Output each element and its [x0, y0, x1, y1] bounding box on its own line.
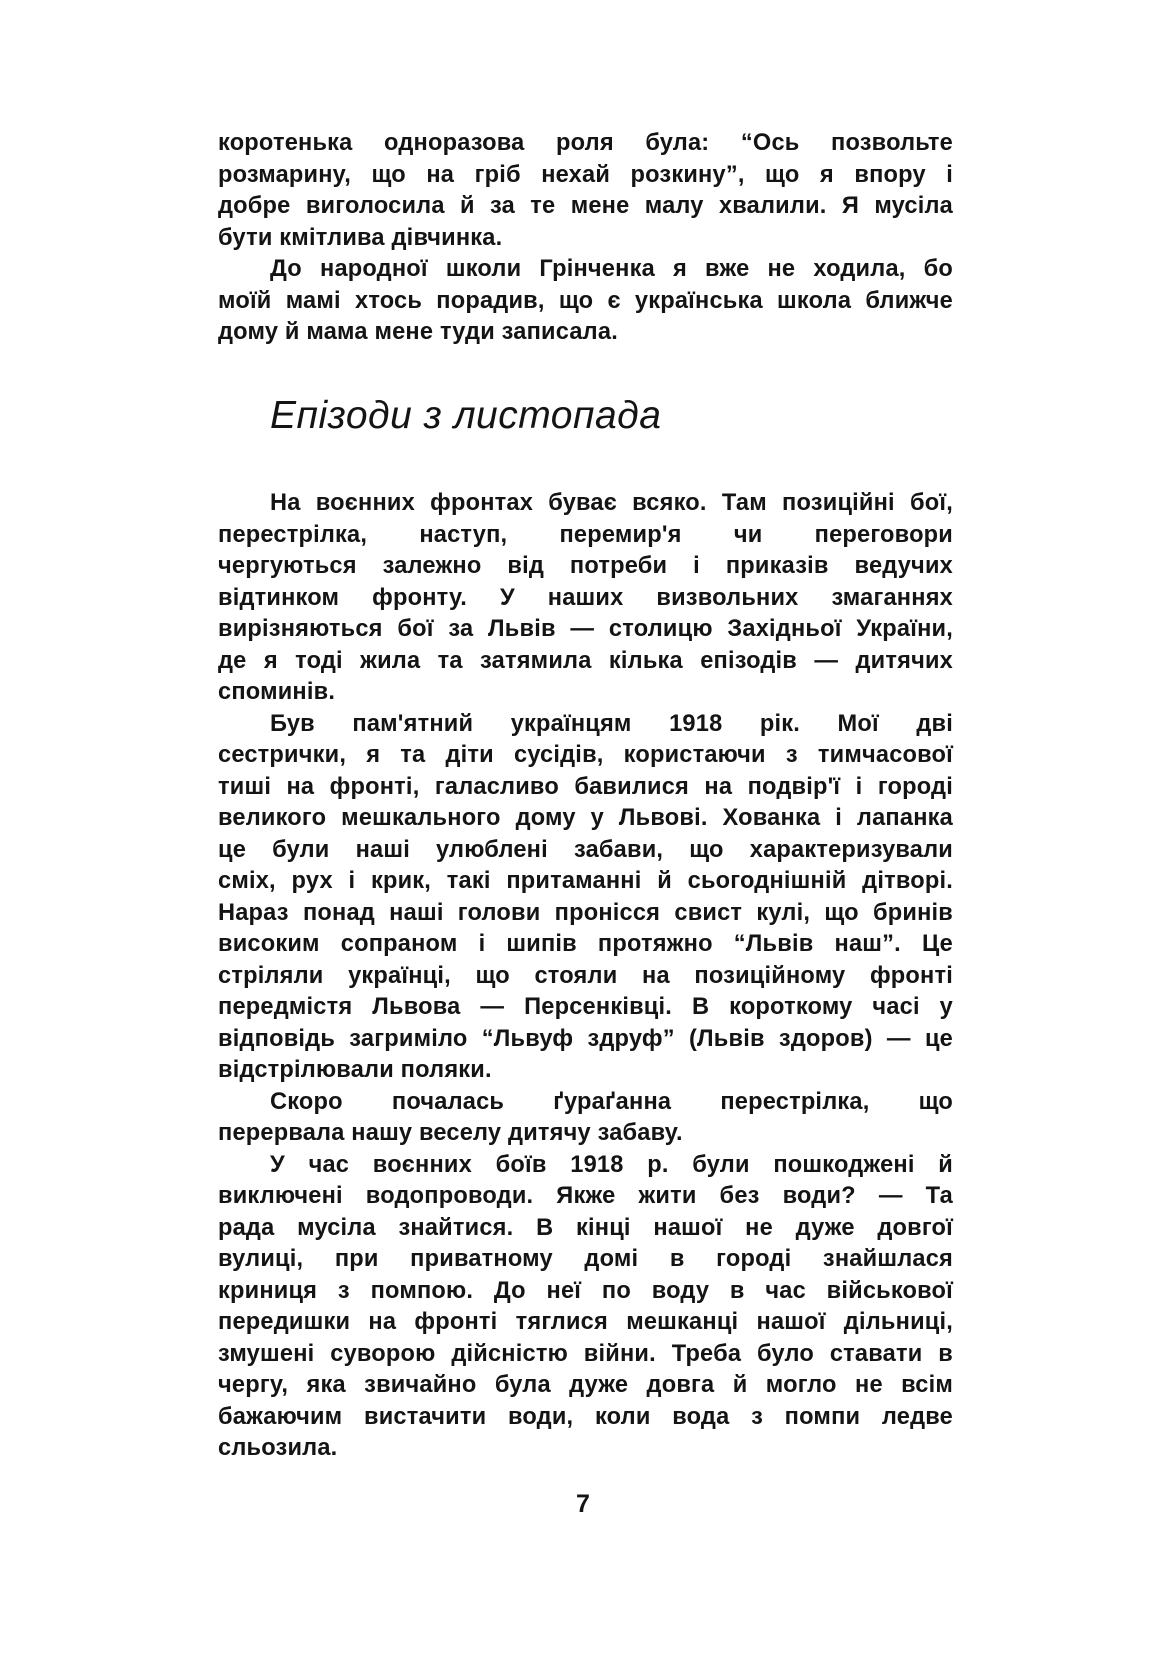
- text-line: відстрілювали поляки.: [218, 1057, 492, 1083]
- text-line: відтинком фронту. У наших визвольних змаганнях: [218, 584, 953, 611]
- text-line: великого мешкального дому у Львові. Хованка і лапанка: [218, 805, 953, 831]
- text-line: передишки на фронті тяглися мешканці нашої дільниці,: [218, 1309, 953, 1335]
- text-line: вирізняються бої за Львів — столицю Західньої України,: [218, 616, 953, 642]
- text-line: бути кмітлива дівчинка.: [218, 224, 503, 251]
- text-line: моїй мамі хтось порадив, що є українська школа ближче: [218, 287, 953, 314]
- text-line: криниця з помпою. До неї по воду в час військової: [218, 1277, 953, 1304]
- text-line: перервала нашу веселу дитячу забаву.: [218, 1120, 683, 1146]
- text-line: дому й мама мене туди записала.: [218, 319, 618, 345]
- main-text-block: [218, 488, 953, 1465]
- paragraph: [218, 1087, 953, 1150]
- text-line: високим сопраном і шипів протяжно “Львів наш”. Це: [218, 931, 953, 957]
- text-line: чергуються залежно від потреби і приказів ведучих: [218, 553, 953, 579]
- text-line: вулиці, при приватному домі в городі знайшлася: [218, 1246, 953, 1272]
- text-line: стріляли українці, що стояли на позиційному фронті: [218, 962, 953, 989]
- section-heading: Епізоди з листопада: [270, 394, 662, 437]
- text-line: До народної школи Грінченка я вже не ходила, бо: [270, 256, 953, 282]
- text-line: сміх, рух і крик, такі притаманні й сьогоднішній дітворі.: [218, 868, 953, 894]
- paragraph: [218, 128, 953, 254]
- text-line: розмарину, що на гріб нехай розкину”, що я впору і: [218, 161, 953, 188]
- text-line: У час воєнних боїв 1918 р. були пошкоджені й: [270, 1151, 953, 1178]
- text-line: сестрички, я та діти сусідів, користаючи з тимчасової: [218, 742, 953, 768]
- text-line: чергу, яка звичайно була дуже довга й могло не всім: [218, 1372, 953, 1398]
- text-line: виключені водопроводи. Якже жити без води? — Та: [218, 1183, 953, 1209]
- text-line: передмістя Львова — Персенківці. В короткому часі у: [218, 994, 953, 1020]
- text-line: змушені суворою дійсністю війни. Треба було ставати в: [218, 1340, 953, 1367]
- top-text-block: [218, 128, 953, 349]
- text-line: тиші на фронті, галасливо бавилися на подвір'ї і городі: [218, 773, 953, 800]
- page-number: 7: [576, 1490, 590, 1518]
- text-line: добре виголосила й за те мене малу хвалили. Я мусіла: [218, 193, 953, 219]
- paragraph: [218, 488, 953, 709]
- text-line: коротенька одноразова роля була: “Ось позвольте: [218, 130, 953, 156]
- text-line: де я тоді жила та затямила кілька епізодів — дитячих: [218, 647, 953, 674]
- text-line: Був пам'ятний українцям 1918 рік. Мої дві: [270, 710, 953, 737]
- text-line: сльозила.: [218, 1435, 338, 1461]
- paragraph: [218, 709, 953, 1087]
- paragraph: [218, 254, 953, 349]
- text-line: рада мусіла знайтися. В кінці нашої не дуже довгої: [218, 1214, 953, 1241]
- text-line: Скоро почалась ґураґанна перестрілка, що: [270, 1088, 953, 1115]
- text-line: це були наші улюблені забави, що характеризували: [218, 836, 953, 863]
- text-line: перестрілка, наступ, перемир'я чи переговори: [218, 521, 953, 548]
- text-line: Нараз понад наші голови пронісся свист кулі, що бринів: [218, 899, 953, 926]
- text-line: бажаючим вистачити води, коли вода з помпи ледве: [218, 1403, 953, 1430]
- text-line: На воєнних фронтах буває всяко. Там позиційні бої,: [270, 490, 953, 516]
- text-line: споминів.: [218, 679, 336, 705]
- paragraph: [218, 1150, 953, 1465]
- text-line: відповідь загриміло “Львуф здруф” (Львів здоров) — це: [218, 1025, 953, 1052]
